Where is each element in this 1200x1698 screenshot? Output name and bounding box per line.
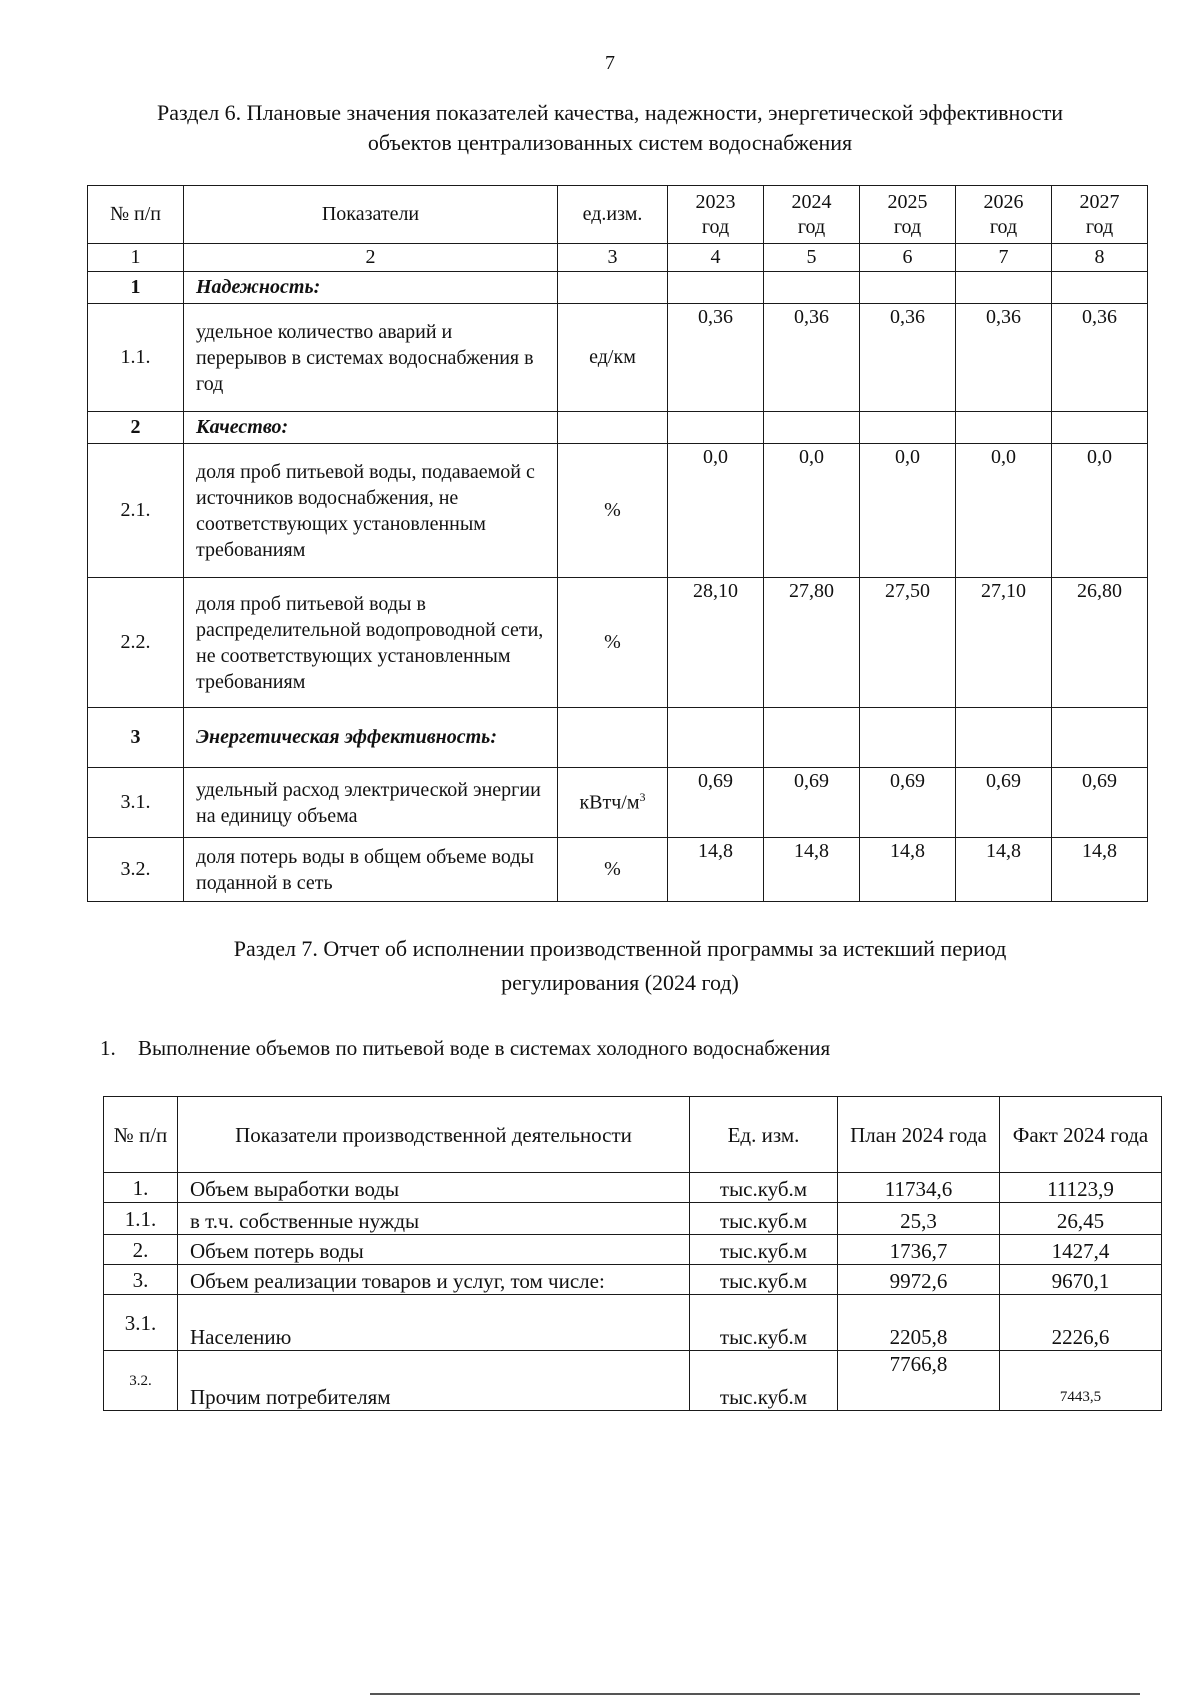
section-row-energy — [88, 708, 1148, 768]
row-unit: тыс.куб.м — [690, 1265, 838, 1295]
value-2026: 27,10 — [956, 578, 1052, 708]
row-num: 3.2. — [104, 1351, 178, 1411]
value-2027: 0,36 — [1052, 304, 1148, 412]
section7-title — [160, 932, 1080, 1000]
row-label: Объем реализации товаров и услуг, том числе: — [178, 1265, 690, 1295]
section-label: Энергетическая эффективность: — [184, 708, 558, 768]
table-row — [88, 304, 1148, 412]
table-row — [104, 1351, 1162, 1411]
value-2024: 0,69 — [764, 768, 860, 838]
row-unit: % — [558, 578, 668, 708]
value-2025: 27,50 — [860, 578, 956, 708]
row-plan: 25,3 — [838, 1203, 1000, 1235]
header-unit: ед.изм. — [558, 186, 668, 244]
header-year-2027: 2027 год — [1052, 186, 1148, 244]
section-row-quality — [88, 412, 1148, 444]
col-number: 2 — [184, 244, 558, 272]
value-2027: 14,8 — [1052, 838, 1148, 902]
row-unit: % — [558, 838, 668, 902]
row-plan: 11734,6 — [838, 1173, 1000, 1203]
value-2025: 0,69 — [860, 768, 956, 838]
row-unit: кВтч/$м^3$ — [558, 768, 668, 838]
row-unit: тыс.куб.м — [690, 1295, 838, 1351]
section6-title-line2: объектов централизованных систем водоснабжения — [367, 130, 853, 155]
header-num: № п/п — [88, 186, 184, 244]
table-row — [88, 838, 1148, 902]
col-number: 3 — [558, 244, 668, 272]
row-unit: тыс.куб.м — [690, 1203, 838, 1235]
row-num: 1. — [104, 1173, 178, 1203]
row-indicator: удельный расход электрической энергии на единицу объема — [184, 768, 558, 838]
row-label: Населению — [178, 1295, 690, 1351]
value-2024: 0,0 — [764, 444, 860, 578]
col-number: 6 — [860, 244, 956, 272]
row-num: 1.1. — [104, 1203, 178, 1235]
value-2026: 0,36 — [956, 304, 1052, 412]
section7-title-line1: Раздел 7. Отчет об исполнении производственной программы за истекший период — [233, 936, 1007, 961]
header-year-2024: 2024 год — [764, 186, 860, 244]
table-row — [88, 578, 1148, 708]
row-plan: 9972,6 — [838, 1265, 1000, 1295]
row-num: 3. — [104, 1265, 178, 1295]
row-num: 3.1. — [88, 768, 184, 838]
row-unit: ед/км — [558, 304, 668, 412]
value-2026: 14,8 — [956, 838, 1052, 902]
table-row — [104, 1265, 1162, 1295]
col-number: 7 — [956, 244, 1052, 272]
row-label: Прочим потребителям — [178, 1351, 690, 1411]
section-label: Качество: — [184, 412, 558, 444]
header-year-2026: 2026 год — [956, 186, 1052, 244]
page-number: 7 — [605, 52, 615, 74]
subtitle-number: 1. — [100, 1036, 116, 1060]
section7-report-table — [103, 1096, 1162, 1411]
value-2025: 0,0 — [860, 444, 956, 578]
column-numbers-row — [88, 244, 1148, 272]
header-indicator: Показатели производственной деятельности — [178, 1097, 690, 1173]
row-unit: % — [558, 444, 668, 578]
value-2024: 14,8 — [764, 838, 860, 902]
value-2023: 0,36 — [668, 304, 764, 412]
row-label: Объем выработки воды — [178, 1173, 690, 1203]
value-2023: 28,10 — [668, 578, 764, 708]
table-row — [88, 444, 1148, 578]
header-num: № п/п — [104, 1097, 178, 1173]
section-label: Надежность: — [184, 272, 558, 304]
row-fact: 7443,5 — [1000, 1351, 1162, 1411]
row-indicator: удельное количество аварий и перерывов в системах водоснабжения в год — [184, 304, 558, 412]
value-2027: 0,69 — [1052, 768, 1148, 838]
row-indicator: доля проб питьевой воды, подаваемой с источников водоснабжения, не соответствующих установленным требованиям — [184, 444, 558, 578]
header-fact: Факт 2024 года — [1000, 1097, 1162, 1173]
table-row — [104, 1295, 1162, 1351]
value-2026: 0,69 — [956, 768, 1052, 838]
value-2026: 0,0 — [956, 444, 1052, 578]
header-indicator: Показатели — [184, 186, 558, 244]
header-row — [88, 186, 1148, 244]
row-plan: 1736,7 — [838, 1235, 1000, 1265]
row-indicator: доля потерь воды в общем объеме воды поданной в сеть — [184, 838, 558, 902]
col-number: 4 — [668, 244, 764, 272]
row-plan: 7766,8 — [838, 1351, 1000, 1411]
row-num: 1.1. — [88, 304, 184, 412]
value-2025: 14,8 — [860, 838, 956, 902]
value-2023: 0,69 — [668, 768, 764, 838]
page-bottom-rule — [370, 1693, 1140, 1695]
value-2024: 27,80 — [764, 578, 860, 708]
col-number: 5 — [764, 244, 860, 272]
value-2023: 0,0 — [668, 444, 764, 578]
row-fact: 1427,4 — [1000, 1235, 1162, 1265]
header-plan: План 2024 года — [838, 1097, 1000, 1173]
value-2027: 0,0 — [1052, 444, 1148, 578]
header-year-2023: 2023 год — [668, 186, 764, 244]
row-unit: тыс.куб.м — [690, 1351, 838, 1411]
row-num: 2.2. — [88, 578, 184, 708]
row-label: Объем потерь воды — [178, 1235, 690, 1265]
row-num: 2. — [104, 1235, 178, 1265]
table-row — [104, 1203, 1162, 1235]
table-row — [104, 1173, 1162, 1203]
section-num: 2 — [88, 412, 184, 444]
row-unit: тыс.куб.м — [690, 1235, 838, 1265]
section6-title — [70, 98, 1150, 158]
row-plan: 2205,8 — [838, 1295, 1000, 1351]
section-num: 3 — [88, 708, 184, 768]
row-fact: 9670,1 — [1000, 1265, 1162, 1295]
row-num: 3.2. — [88, 838, 184, 902]
row-indicator: доля проб питьевой воды в распределительной водопроводной сети, не соответствующих установленным требованиям — [184, 578, 558, 708]
value-2023: 14,8 — [668, 838, 764, 902]
section-num: 1 — [88, 272, 184, 304]
row-label: в т.ч. собственные нужды — [178, 1203, 690, 1235]
table-row — [104, 1235, 1162, 1265]
row-unit: тыс.куб.м — [690, 1173, 838, 1203]
section6-indicators-table — [87, 185, 1148, 902]
header-row — [104, 1097, 1162, 1173]
header-unit: Ед. изм. — [690, 1097, 838, 1173]
value-2027: 26,80 — [1052, 578, 1148, 708]
table-row — [88, 768, 1148, 838]
header-year-2025: 2025 год — [860, 186, 956, 244]
section6-title-line1: Раздел 6. Плановые значения показателей качества, надежности, энергетической эффективности — [156, 100, 1064, 125]
subtitle-text: Выполнение объемов по питьевой воде в системах холодного водоснабжения — [138, 1036, 831, 1060]
value-2025: 0,36 — [860, 304, 956, 412]
row-fact: 26,45 — [1000, 1203, 1162, 1235]
row-num: 3.1. — [104, 1295, 178, 1351]
value-2024: 0,36 — [764, 304, 860, 412]
col-number: 1 — [88, 244, 184, 272]
row-num: 2.1. — [88, 444, 184, 578]
row-fact: 2226,6 — [1000, 1295, 1162, 1351]
section-row-reliability — [88, 272, 1148, 304]
section7-subtitle — [100, 1036, 1100, 1061]
col-number: 8 — [1052, 244, 1148, 272]
section7-title-line2: регулирования (2024 год) — [501, 970, 739, 995]
row-fact: 11123,9 — [1000, 1173, 1162, 1203]
